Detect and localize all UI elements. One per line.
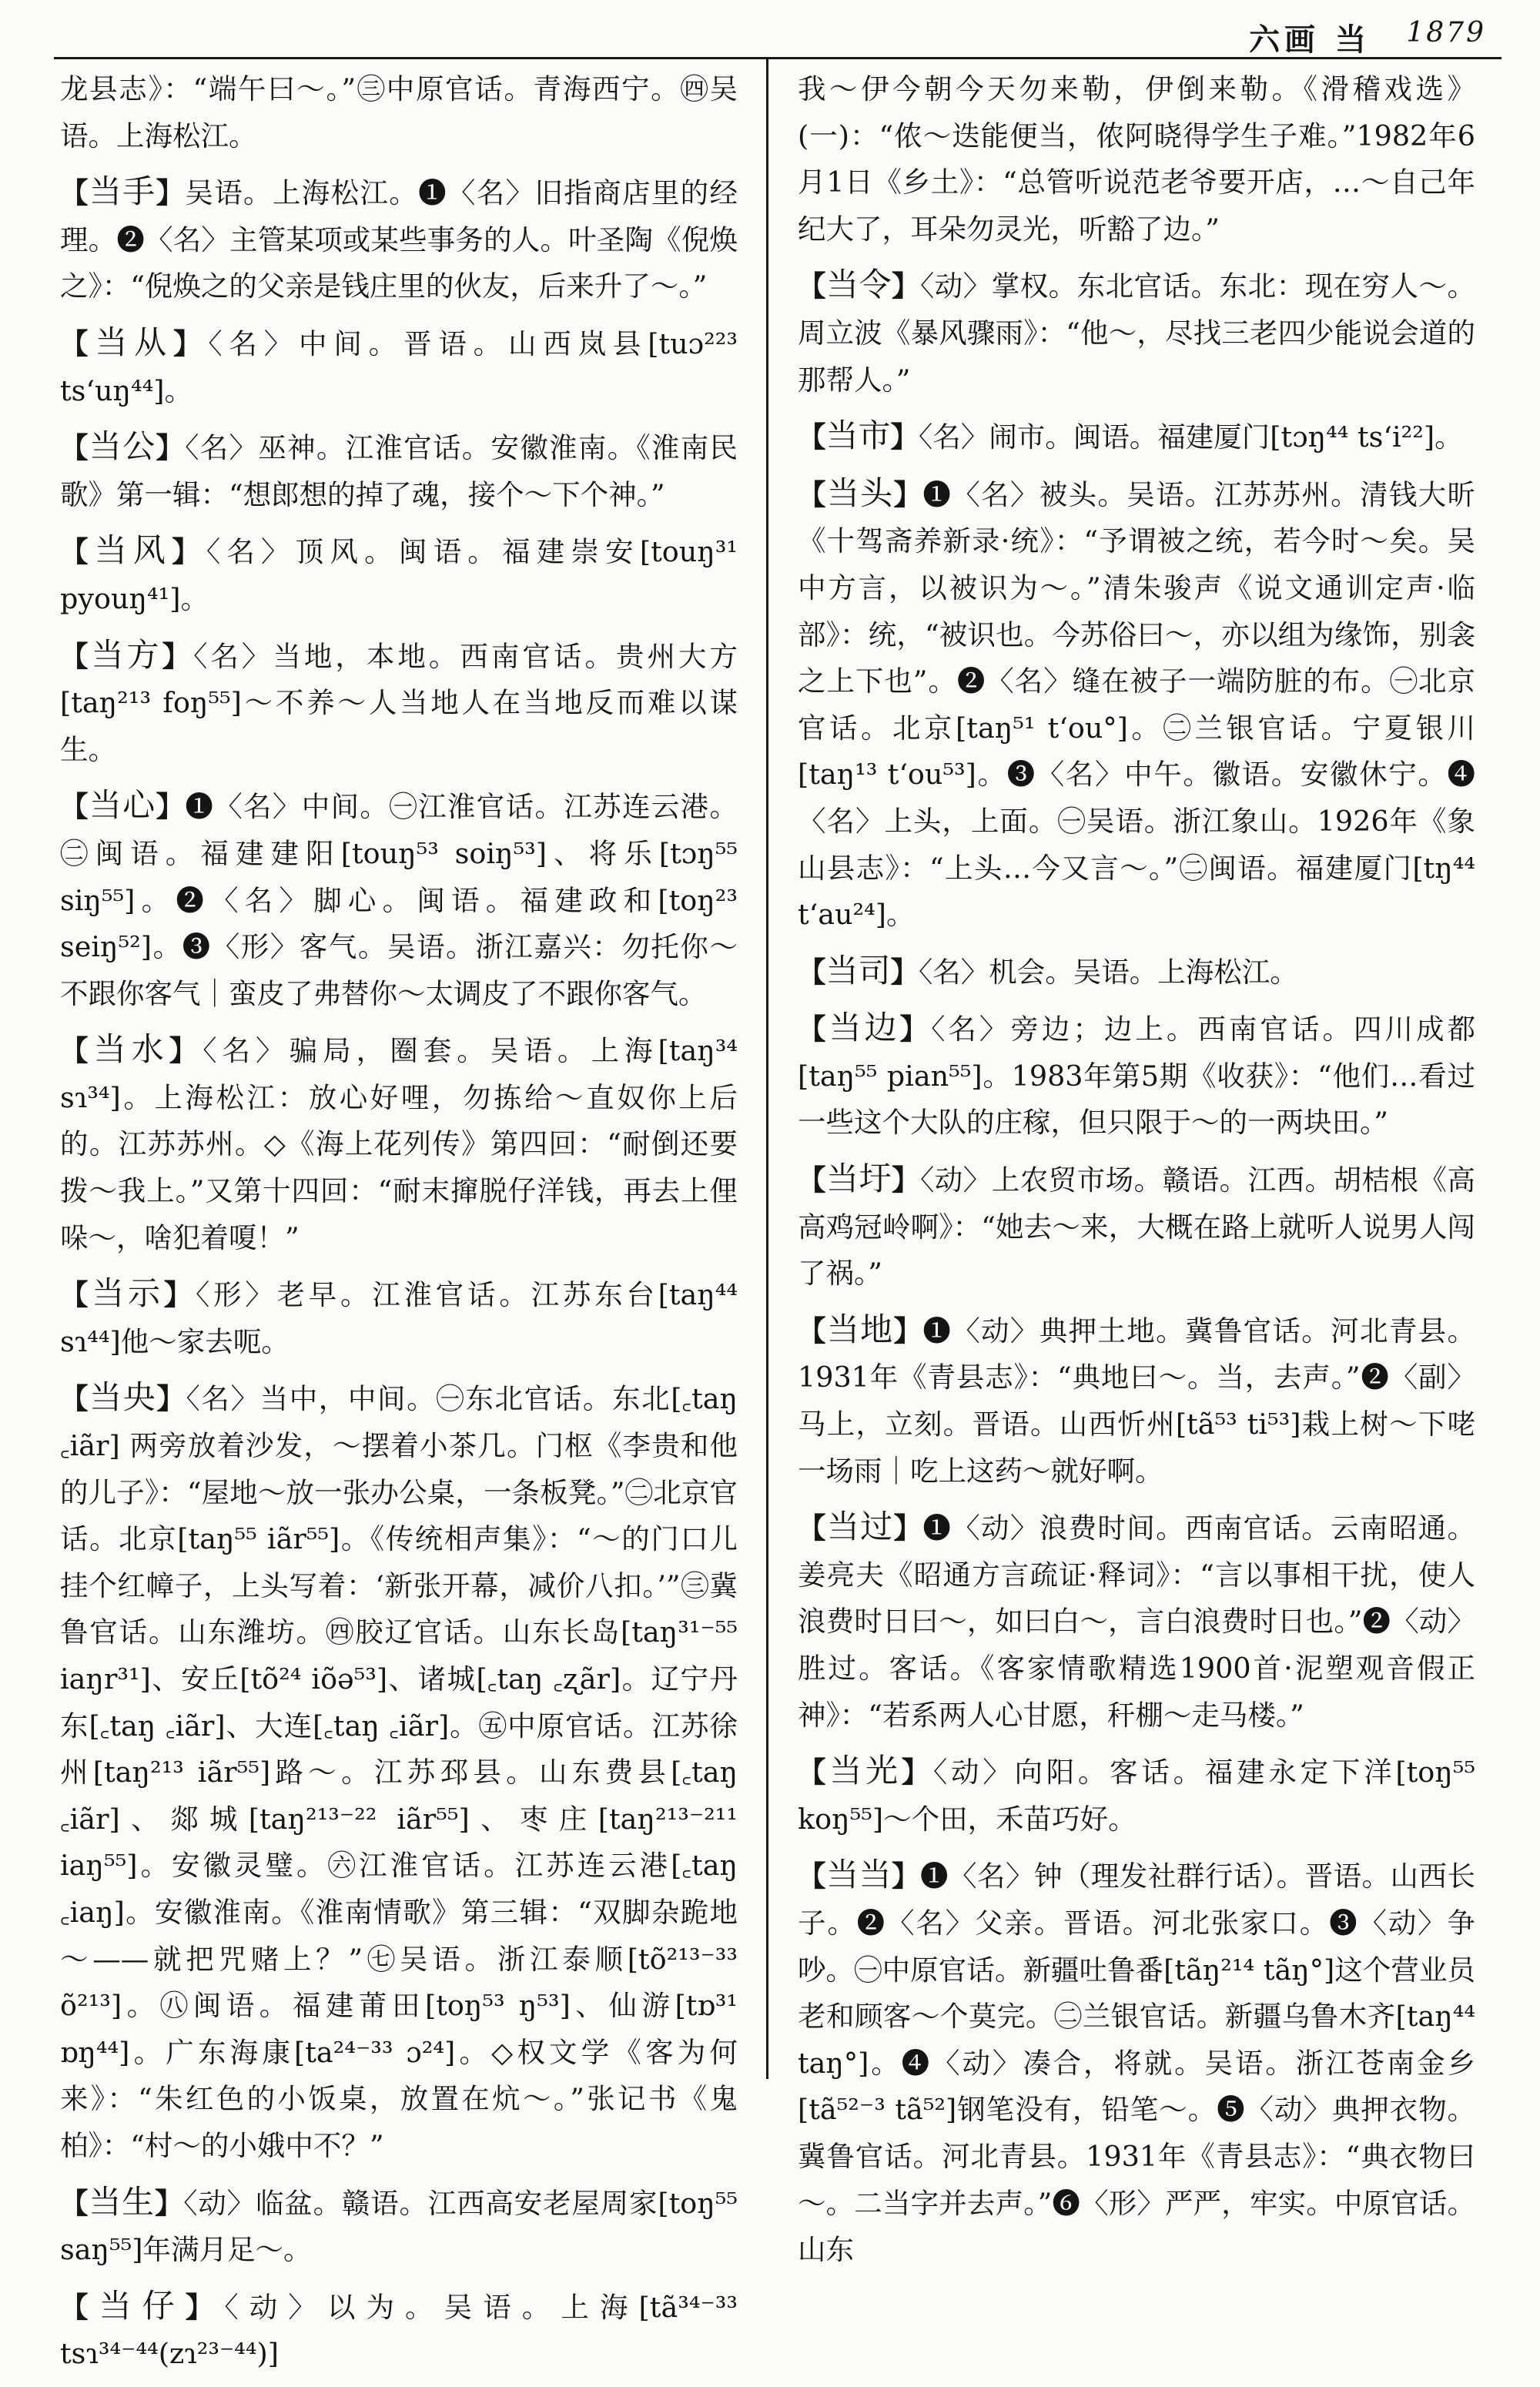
entry [60,2283,738,2378]
section-title: 六画 当 [1249,22,1371,58]
definition: 〈名〉当地，本地。西南官话。贵州大方[taŋ²¹³ foŋ⁵⁵]～不养～人当地人在当地反而难以谋生。 [60,639,738,766]
entry [798,262,1475,403]
headword: 【当地】 [798,1310,923,1348]
definition: 〈动〉上农贸市场。赣语。江西。胡桔根《高高鸡冠岭啊》：“她去～来，大概在路上就听人说男人闯了祸。” [798,1163,1476,1291]
definition: 〈名〉旁边；边上。西南官话。四川成都[taŋ⁵⁵ pian⁵⁵]。1983年第5期《收获》：“他们…看过一些这个大队的庄稼，但只限于～的一两块田。” [798,1013,1476,1140]
definition: 〈动〉临盆。赣语。江西高安老屋周家[toŋ⁵⁵ saŋ⁵⁵]年满月足～。 [60,2186,738,2267]
headword: 【当光】 [798,1752,933,1790]
definition: ❶〈名〉钟（理发社群行话）。晋语。山西长子。❷〈名〉父亲。晋语。河北张家口。❸〈动〉争吵。㊀中原官话。新疆吐鲁番[tãŋ²¹⁴ tãŋ°]这个营业员老和顾客～个莫完。㊁兰银官话。新疆乌鲁木齐[taŋ⁴⁴ taŋ°]。❹〈动〉凑合，将就。吴语。浙江苍南金乡[tã⁵²⁻³ tã⁵²]钢笔没有，铅笔～。❺〈动〉典押衣物。冀鲁官话。河北青县。1931年《青县志》：“典衣物曰～。二当字并去声。”❻〈形〉严严，牢实。中原官话。山东 [798,1860,1476,2267]
headword: 【当令】 [798,266,920,304]
headword: 【当过】 [798,1508,923,1546]
entry [60,527,738,622]
entry [798,413,1475,461]
entry [60,782,738,1017]
definition: 〈名〉机会。吴语。上海松江。 [919,955,1298,989]
headword: 【当公】 [60,427,186,466]
headword: 【当头】 [798,474,923,512]
headword: 【当仔】 [60,2286,225,2325]
headword: 【当圩】 [798,1160,920,1198]
headword: 【当示】 [60,1274,196,1313]
definition: 〈动〉以为。吴语。上海[tã³⁴⁻³³ tsɿ³⁴⁻⁴⁴(zɿ²³⁻⁴⁴)] [60,2290,738,2371]
continuation-text: 龙县志》：“端午曰～。”㊂中原官话。青海西宁。㊃吴语。上海松江。 [60,72,738,152]
headword: 【当心】 [60,786,186,825]
definition: ❶〈名〉中间。㊀江淮官话。江苏连云港。㊁闽语。福建建阳[touŋ⁵³ soiŋ⁵³]、将乐[tɔŋ⁵⁵ siŋ⁵⁵]。❷〈名〉脚心。闽语。福建政和[toŋ²³ seiŋ⁵²]。❸〈形〉客气。吴语。浙江嘉兴：勿托你～不跟你客气｜蛮皮了弗替你～太调皮了不跟你客气。 [60,790,738,1010]
continuation-text: 我～伊今朝今天勿来勒，伊倒来勒。《滑稽戏选》(一)：“侬～迭能便当，侬阿晓得学生子难。”1982年6月1日《乡土》：“总管听说范老爷要开店，…～自己年纪大了，耳朵勿灵光，听豁了边。” [798,72,1475,246]
headword: 【当生】 [60,2182,184,2221]
entry [60,632,738,774]
headword: 【当市】 [798,417,919,455]
entry [60,2179,738,2274]
headword: 【当方】 [60,635,194,674]
entry [798,1005,1475,1147]
entry [60,1270,738,1365]
definition: 吴语。上海松江。❶〈名〉旧指商店里的经理。❷〈名〉主管某项或某些事务的人。叶圣陶《倪焕之》：“倪焕之的父亲是钱庄里的伙友，后来升了～。” [60,176,738,303]
entry [798,1156,1475,1297]
definition: 〈名〉中间。晋语。山西岚县[tuɔ²²³ tsʻuŋ⁴⁴]。 [60,326,738,407]
page-header [54,11,1502,59]
entry [60,1026,738,1261]
entry [798,1748,1475,1843]
headword: 【当司】 [798,951,919,989]
entry [60,320,738,414]
definition: 〈名〉巫神。江淮官话。安徽淮南。《淮南民歌》第一辑：“想郎想的掉了魂，接个～下个神。” [60,431,738,511]
headword: 【当边】 [798,1009,932,1047]
definition: ❶〈动〉浪费时间。西南官话。云南昭通。姜亮夫《昭通方言疏证·释词》：“言以事相干扰，使人浪费时日曰～，如曰白～，言白浪费时日也。”❷〈动〉胜过。客话。《客家情歌精选1900首·泥塑观音假正神》：“若系两人心甘愿，秆棚～走马楼。” [798,1512,1475,1732]
entry [60,424,738,518]
column-divider [766,57,768,2079]
entry [798,1852,1475,2273]
left-column [60,66,738,2387]
entry [798,948,1475,996]
headword: 【当央】 [60,1378,186,1417]
headword: 【当风】 [60,531,206,570]
headword: 【当手】 [60,172,186,211]
definition: 〈名〉顶风。闽语。福建崇安[touŋ³¹ pyouŋ⁴¹]。 [60,535,738,615]
definition: 〈名〉当中，中间。㊀东北官话。东北[꜀taŋ ꜀iãr] 两旁放着沙发，～摆着小茶几。门枢《李贵和他的儿子》：“屋地～放一张办公桌，一条板凳。”㊁北京官话。北京[taŋ⁵⁵ iãr⁵⁵]。《传统相声集》：“～的门口儿挂个红幛子，上头写着：‘新张开幕，减价八扣。’”㊂冀鲁官话。山东潍坊。㊃胶辽官话。山东长岛[taŋ³¹⁻⁵⁵ iaŋr³¹]、安丘[tõ²⁴ iõə⁵³]、诸城[꜀taŋ ꜀ʐãr]。辽宁丹东[꜀taŋ ꜀iãr]、大连[꜀taŋ ꜀iãr]。㊄中原官话。江苏徐州[taŋ²¹³ iãr⁵⁵]路～。江苏邳县。山东费县[꜀taŋ ꜀iãr]、郯城[taŋ²¹³⁻²² iãr⁵⁵]、枣庄[taŋ²¹³⁻²¹¹ iaŋ⁵⁵]。安徽灵璧。㊅江淮官话。江苏连云港[꜀taŋ ꜀iaŋ]。安徽淮南。《淮南情歌》第三辑：“双脚杂跪地～——就把咒赌上？”㊆吴语。浙江泰顺[tõ²¹³⁻³³ õ²¹³]。㊇闽语。福建莆田[toŋ⁵³ ŋ⁵³]、仙游[tɒ³¹ ɒŋ⁴⁴]。广东海康[ta²⁴⁻³³ ɔ²⁴]。◇权文学《客为何来》：“朱红色的小饭桌，放置在炕～。”张记书《鬼柏》：“村～的小娥中不？” [60,1382,738,2162]
definition: 〈动〉向阳。客话。福建永定下洋[toŋ⁵⁵ koŋ⁵⁵]～个田，禾苗巧好。 [798,1756,1476,1836]
right-column [798,66,1475,2283]
entry [798,470,1475,939]
entry [798,1504,1475,1739]
definition: 〈形〉老早。江淮官话。江苏东台[taŋ⁴⁴ sɿ⁴⁴]他～家去呃。 [60,1278,738,1358]
headword: 【当从】 [60,323,209,361]
definition: 〈名〉闹市。闽语。福建厦门[tɔŋ⁴⁴ tsʻi²²]。 [919,420,1463,454]
definition: ❶〈名〉被头。吴语。江苏苏州。清钱大昕《十驾斋养新录·统》：“予谓被之统，若今时～矣。吴中方言，以被识为～。”清朱骏声《说文通训定声·临部》：统，“被识也。今苏俗曰～，亦以组为缘饰，别衾之上下也”。❷〈名〉缝在被子一端防脏的布。㊀北京官话。北京[taŋ⁵¹ tʻou°]。㊁兰银官话。宁夏银川[taŋ¹³ tʻou⁵³]。❸〈名〉中午。徽语。安徽休宁。❹〈名〉上头，上面。㊀吴语。浙江象山。1926年《象山县志》：“上头…今又言～。”㊁闽语。福建厦门[tŋ⁴⁴ tʻau²⁴]。 [798,477,1475,932]
entry [798,1307,1475,1495]
definition: 〈动〉掌权。东北官话。东北：现在穷人～。周立波《暴风骤雨》：“他～，尽找三老四少能说会道的那帮人。” [798,270,1476,397]
definition: 〈名〉骗局，圈套。吴语。上海[taŋ³⁴ sɿ³⁴]。上海松江：放心好哩，勿拣给～直奴你上后的。江苏苏州。◇《海上花列传》第四回：“耐倒还要拨～我上。”又第十四回：“耐末撺脱仔洋钱，再去上俚哚～，啥犯着嗄！” [60,1034,738,1254]
entry [60,1374,738,2169]
headword: 【当水】 [60,1030,203,1069]
definition: ❶〈动〉典押土地。冀鲁官话。河北青县。1931年《青县志》：“典地曰～。当，去声。”❷〈副〉马上，立刻。晋语。山西忻州[tã⁵³ ti⁵³]栽上树～下咾一场雨｜吃上这药～就好啊。 [798,1314,1475,1488]
entry [60,169,738,310]
page-number: 1879 [1406,17,1486,49]
headword: 【当当】 [798,1856,920,1894]
